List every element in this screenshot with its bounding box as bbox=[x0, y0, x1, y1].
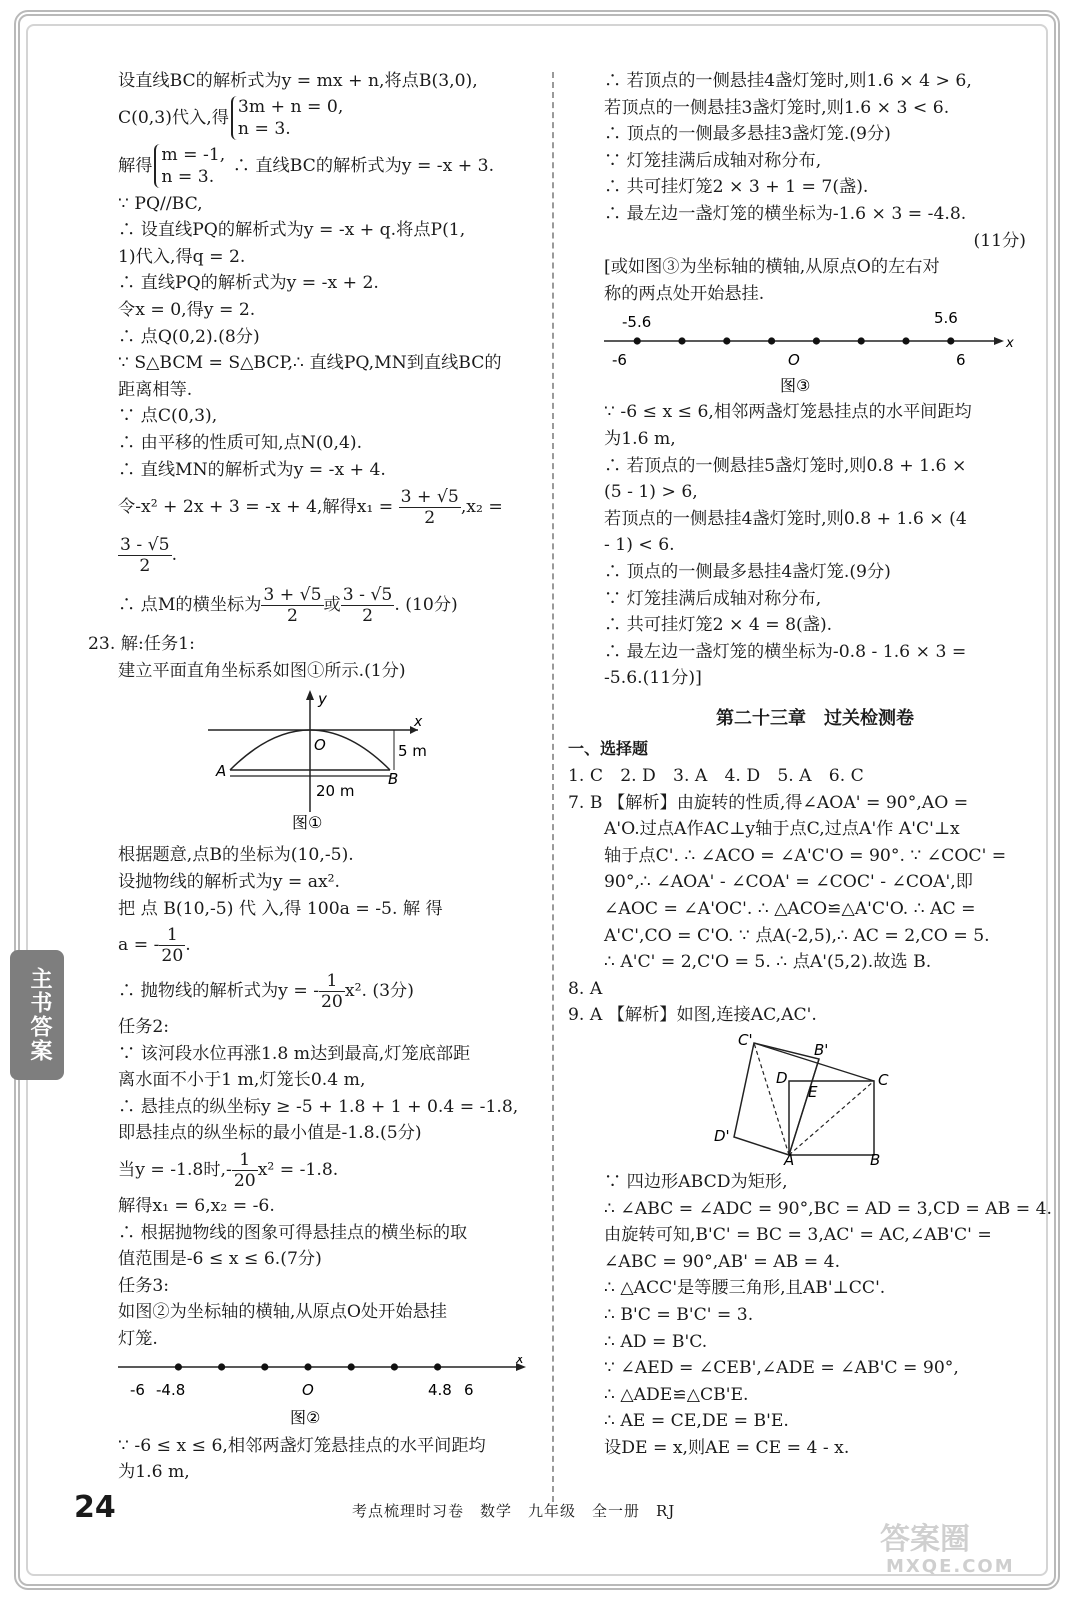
lantern-point bbox=[175, 1363, 182, 1370]
score: (9分) bbox=[849, 124, 891, 145]
text-line bbox=[118, 1147, 538, 1193]
tick-label: 6 bbox=[464, 1380, 474, 1399]
y-label: y bbox=[318, 690, 327, 709]
text-span: 或 bbox=[323, 595, 341, 616]
text-span: 令-x² + 2x + 3 = -x + 4,解得x₁ = bbox=[118, 497, 394, 518]
text-line: 由旋转可知,B'C' = BC = 3,AC' = AC,∠AB'C' = bbox=[604, 1225, 992, 1246]
denominator: 2 bbox=[139, 556, 151, 577]
text-line: ∵ -6 ≤ x ≤ 6,相邻两盏灯笼悬挂点的水平间距均 bbox=[118, 1435, 486, 1456]
figure-2 bbox=[118, 1357, 538, 1429]
text-span: ∴ 顶点的一侧最多悬挂4盏灯笼. bbox=[604, 561, 850, 582]
text-span: x². bbox=[344, 981, 367, 1002]
text-line: ∴ 最左边一盏灯笼的横坐标为-0.8 - 1.6 × 3 = bbox=[604, 641, 967, 662]
lantern-point bbox=[634, 338, 641, 345]
text-line: 设DE = x,则AE = CE = 4 - x. bbox=[604, 1437, 850, 1458]
text-line bbox=[118, 1246, 538, 1273]
figure-caption: 图③ bbox=[780, 376, 811, 396]
text-line bbox=[604, 121, 1026, 148]
text-line: - 1) < 6. bbox=[604, 535, 675, 556]
lantern-point bbox=[218, 1363, 225, 1370]
numerator: 1 bbox=[159, 925, 185, 946]
text-line: ∵ 四边形ABCD为矩形, bbox=[604, 1172, 788, 1192]
label-a: A bbox=[784, 1151, 795, 1165]
fraction bbox=[118, 535, 172, 576]
text-line: ∠ABC = 90°,AB' = AB = 4. bbox=[604, 1251, 841, 1272]
text-line: ∴ AE = CE,DE = B'E. bbox=[604, 1411, 789, 1432]
text-line: 90°,∴ ∠AOA' - ∠COA' = ∠COC' - ∠COA',即 bbox=[604, 872, 973, 893]
text-line: ∴ 共可挂灯笼2 × 4 = 8(盏). bbox=[604, 615, 833, 636]
lantern-point bbox=[723, 338, 730, 345]
text-line: ∴ ∠ABC = ∠ADC = 90°,BC = AD = 3,CD = AB = 4. bbox=[604, 1198, 1053, 1219]
text-line bbox=[118, 141, 538, 191]
page-footer: 考点梳理时习卷 数学 九年级 全一册 RJ bbox=[352, 1502, 676, 1520]
lantern-point bbox=[678, 338, 685, 345]
score: (10分) bbox=[405, 595, 458, 616]
text-line: ∵ S△BCM = S△BCP,∴ 直线PQ,MN到直线BC的 bbox=[118, 353, 502, 374]
lantern-point bbox=[304, 1363, 311, 1370]
text-line: 灯笼. bbox=[118, 1329, 158, 1350]
score: (3分) bbox=[372, 981, 414, 1002]
score: (1分) bbox=[364, 660, 406, 681]
lantern-point bbox=[947, 338, 954, 345]
label-d: D bbox=[776, 1069, 788, 1087]
text-span: . bbox=[171, 545, 178, 566]
tick-label: 6 bbox=[956, 351, 966, 370]
height-label: 5 m bbox=[398, 742, 427, 761]
watermark-url: MXQE.COM bbox=[886, 1556, 1015, 1577]
text-line: ∴ △ACC'是等腰三角形,且AB'⊥CC'. bbox=[604, 1278, 886, 1299]
text-span: 值范围是-6 ≤ x ≤ 6. bbox=[118, 1249, 281, 1270]
text-span: a = - bbox=[118, 935, 160, 956]
text-span: -5.6. bbox=[604, 668, 643, 689]
task-heading: 任务2: bbox=[118, 1017, 170, 1038]
text-line: ∵ 灯笼挂满后成轴对称分布, bbox=[604, 150, 822, 171]
score: (8分) bbox=[218, 326, 260, 347]
page-number: 24 bbox=[74, 1490, 116, 1525]
text-span: . bbox=[394, 595, 400, 616]
text-line bbox=[118, 483, 538, 531]
axis-arrow bbox=[994, 337, 1004, 345]
x-label: x bbox=[1006, 336, 1014, 352]
text-line: 距离相等. bbox=[118, 379, 193, 400]
text-line: 若顶点的一侧悬挂4盏灯笼时,则0.8 + 1.6 × (4 bbox=[604, 508, 967, 529]
text-line: [或如图③为坐标轴的横轴,从原点O的左右对 bbox=[604, 257, 940, 278]
lantern-point bbox=[902, 338, 909, 345]
text-span: ∴ 点Q(0,2). bbox=[118, 326, 219, 347]
text-line: ∴ 直线PQ的解析式为y = -x + 2. bbox=[118, 273, 379, 294]
parabola-diagram bbox=[118, 688, 538, 838]
lantern-point bbox=[858, 338, 865, 345]
text-span: ∴ 直线BC的解析式为y = -x + 3. bbox=[232, 155, 495, 176]
text-span: 即悬挂点的纵坐标的最小值是-1.8. bbox=[118, 1123, 381, 1144]
lantern-point bbox=[434, 1363, 441, 1370]
watermark: 答案圈 bbox=[880, 1522, 970, 1557]
fraction bbox=[341, 585, 395, 626]
text-line: ∠AOC = ∠A'OC'. ∴ △ACO≌△A'C'O. ∴ AC = bbox=[604, 899, 976, 920]
text-line: 离水面不小于1 m,灯笼长0.4 m, bbox=[118, 1070, 366, 1091]
text-line bbox=[118, 579, 538, 631]
point-b-label: B bbox=[388, 770, 399, 789]
point-a-label: A bbox=[216, 762, 227, 781]
fraction bbox=[319, 971, 345, 1012]
width-label: 20 m bbox=[316, 782, 355, 801]
text-line: 1)代入,得q = 2. bbox=[118, 246, 246, 267]
text-line: ∵ 该河段水位再涨1.8 m达到最高,灯笼底部距 bbox=[118, 1043, 471, 1064]
numerator: 3 - √5 bbox=[342, 585, 393, 606]
origin-label: O bbox=[788, 351, 800, 370]
numerator: 3 + √5 bbox=[263, 585, 322, 606]
text-span: ∴ 顶点的一侧最多悬挂3盏灯笼. bbox=[604, 124, 850, 145]
text-line bbox=[118, 531, 538, 579]
equation: n = 3. bbox=[161, 167, 215, 188]
text-line: ∴ 共可挂灯笼2 × 3 + 1 = 7(盏). bbox=[604, 177, 869, 198]
denominator: 2 bbox=[362, 606, 373, 627]
label-e: E bbox=[808, 1083, 818, 1101]
lantern-point bbox=[813, 338, 820, 345]
y-axis-arrow bbox=[306, 690, 314, 700]
tick-label: -4.8 bbox=[156, 1380, 186, 1399]
figure-4 bbox=[604, 1033, 1026, 1165]
numerator: 1 bbox=[232, 1150, 258, 1171]
text-line: ∴ AD = B'C. bbox=[604, 1331, 708, 1352]
text-line: ∴ A'C' = 2,C'O = 5. ∴ 点A'(5,2).故选 B. bbox=[604, 952, 932, 973]
lantern-point bbox=[261, 1363, 268, 1370]
label-b1: B' bbox=[814, 1041, 829, 1059]
text-span: 当y = -1.8时,- bbox=[118, 1160, 232, 1181]
right-column bbox=[568, 68, 1053, 1462]
text-line: A'C',CO = C'O. ∵ 点A(-2,5),∴ AC = 2,CO = 5. bbox=[604, 925, 990, 946]
answer-line: 7. B 【解析】由旋转的性质,得∠AOA' = 90°,AO = bbox=[568, 792, 969, 813]
question-heading: 23. 解:任务1: bbox=[88, 634, 195, 655]
rectangle-rotation-diagram bbox=[604, 1033, 1026, 1165]
score: (9分) bbox=[849, 561, 891, 582]
lantern-point bbox=[348, 1363, 355, 1370]
text-line: 解得x₁ = 6,x₂ = -6. bbox=[118, 1196, 275, 1217]
chapter-title: 第二十三章 过关检测卷 bbox=[716, 707, 914, 729]
denominator: 2 bbox=[287, 606, 298, 627]
tick-label: 4.8 bbox=[428, 1380, 452, 1399]
text-line: ∴ B'C = B'C' = 3. bbox=[604, 1304, 754, 1325]
label-d1: D' bbox=[714, 1127, 730, 1145]
text-span: ∴ 抛物线的解析式为y = - bbox=[118, 981, 319, 1002]
figure-caption: 图① bbox=[292, 813, 323, 833]
answer-line: 9. A 【解析】如图,连接AC,AC'. bbox=[568, 1005, 817, 1026]
text-line: ∴ 最左边一盏灯笼的横坐标为-1.6 × 3 = -4.8. bbox=[604, 203, 967, 224]
text-line: ∵ -6 ≤ x ≤ 6,相邻两盏灯笼悬挂点的水平间距均 bbox=[604, 402, 972, 423]
number-line-2 bbox=[118, 1357, 538, 1429]
equation-system bbox=[231, 96, 343, 140]
tick-label: -6 bbox=[130, 1380, 145, 1399]
answer-line: 1. C 2. D 3. A 4. D 5. A 6. C bbox=[568, 766, 864, 787]
fraction bbox=[159, 925, 185, 966]
text-line bbox=[118, 968, 538, 1014]
text-line: 轴于点C'. ∴ ∠ACO = ∠A'C'O = 90°. ∵ ∠COC' = bbox=[604, 845, 1007, 866]
segment-ab1 bbox=[789, 1059, 819, 1155]
text-line: ∴ △ADE≌△CB'E. bbox=[604, 1384, 749, 1405]
text-line: 设直线BC的解析式为y = mx + n,将点B(3,0), bbox=[118, 71, 478, 91]
text-span: C(0,3)代入,得 bbox=[118, 107, 229, 128]
fraction bbox=[261, 585, 323, 626]
text-line: ∴ 直线MN的解析式为y = -x + 4. bbox=[118, 459, 386, 480]
column-divider bbox=[552, 72, 554, 1502]
numerator: 1 bbox=[319, 971, 345, 992]
text-line bbox=[118, 324, 538, 351]
score: (11分)] bbox=[642, 668, 702, 689]
text-line bbox=[118, 922, 538, 968]
section-heading: 一、选择题 bbox=[568, 739, 649, 759]
label-c: C bbox=[878, 1071, 889, 1089]
x-label: x bbox=[414, 714, 423, 731]
text-span: 解得 bbox=[118, 155, 153, 176]
equation: m = -1, bbox=[161, 145, 226, 166]
text-span: ∴ 点M的横坐标为 bbox=[118, 595, 262, 616]
origin-label: O bbox=[314, 736, 326, 755]
denominator: 2 bbox=[424, 508, 436, 529]
text-span: x² = -1.8. bbox=[257, 1160, 339, 1181]
fraction bbox=[399, 487, 461, 528]
text-span: . bbox=[185, 935, 191, 956]
equation-system bbox=[154, 144, 225, 188]
equation: 3m + n = 0, bbox=[237, 97, 344, 118]
denominator: 20 bbox=[233, 1171, 256, 1192]
lantern-point bbox=[391, 1363, 398, 1370]
text-line: 把 点 B(10,-5) 代 入,得 100a = -5. 解 得 bbox=[118, 898, 443, 919]
tick-label: -5.6 bbox=[622, 313, 652, 332]
lantern-point bbox=[768, 338, 775, 345]
text-line: 根据题意,点B的坐标为(10,-5). bbox=[118, 845, 354, 866]
text-line: 如图②为坐标轴的横轴,从原点O处开始悬挂 bbox=[118, 1302, 447, 1323]
text-line: A'O.过点A作AC⊥y轴于点C,过点A'作 A'C'⊥x bbox=[604, 819, 960, 840]
text-line: ∴ 设直线PQ的解析式为y = -x + q.将点P(1, bbox=[118, 220, 466, 241]
text-line: ∴ 若顶点的一侧悬挂4盏灯笼时,则1.6 × 4 > 6, bbox=[604, 71, 972, 91]
figure-caption: 图② bbox=[290, 1407, 321, 1427]
figure-3 bbox=[604, 311, 1026, 395]
numerator: 3 - √5 bbox=[120, 535, 170, 556]
text-line: 令x = 0,得y = 2. bbox=[118, 299, 256, 320]
text-line: 称的两点处开始悬挂. bbox=[604, 283, 765, 304]
text-span: ,x₂ = bbox=[460, 497, 503, 518]
text-line bbox=[604, 559, 1026, 586]
numerator: 3 + √5 bbox=[400, 487, 459, 508]
text-line: ∵ 点C(0,3), bbox=[118, 406, 218, 427]
text-line: 若顶点的一侧悬挂3盏灯笼时,则1.6 × 3 < 6. bbox=[604, 97, 950, 118]
left-column bbox=[88, 68, 538, 1486]
text-line: ∴ 由平移的性质可知,点N(0,4). bbox=[118, 432, 363, 453]
tick-label: 5.6 bbox=[934, 311, 958, 328]
tick-label: -6 bbox=[612, 351, 627, 370]
equation: n = 3. bbox=[237, 119, 291, 140]
text-line: 设抛物线的解析式为y = ax². bbox=[118, 871, 341, 892]
text-line: 为1.6 m, bbox=[604, 428, 676, 449]
text-line bbox=[118, 95, 538, 141]
side-tab: 主书答案 bbox=[10, 950, 64, 1080]
text-line: ∴ 若顶点的一侧悬挂5盏灯笼时,则0.8 + 1.6 × bbox=[604, 455, 967, 476]
segment-ac bbox=[789, 1081, 874, 1155]
text-span: 建立平面直角坐标系如图①所示. bbox=[118, 660, 365, 681]
text-line bbox=[604, 665, 1026, 692]
text-line: ∴ 悬挂点的纵坐标y ≥ -5 + 1.8 + 1 + 0.4 = -1.8, bbox=[118, 1096, 519, 1117]
answer-line: 8. A bbox=[568, 978, 603, 999]
number-line-3 bbox=[604, 311, 1026, 395]
score: (5分) bbox=[380, 1123, 422, 1144]
segment-ac1 bbox=[754, 1043, 789, 1155]
text-line: ∴ 根据抛物线的图象可得悬挂点的横坐标的取 bbox=[118, 1222, 468, 1243]
origin-label: O bbox=[302, 1380, 314, 1399]
text-line bbox=[118, 1120, 538, 1147]
score: (7分) bbox=[280, 1249, 322, 1270]
text-line bbox=[118, 658, 538, 685]
text-line: ∵ ∠AED = ∠CEB',∠ADE = ∠AB'C = 90°, bbox=[604, 1358, 959, 1379]
label-b: B bbox=[870, 1151, 881, 1165]
text-line: (5 - 1) > 6, bbox=[604, 482, 698, 503]
text-line: ∵ PQ//BC, bbox=[118, 193, 203, 214]
figure-1 bbox=[118, 688, 538, 838]
x-label: x bbox=[516, 1356, 524, 1367]
task-heading: 任务3: bbox=[118, 1275, 170, 1296]
denominator: 20 bbox=[321, 992, 343, 1013]
text-line: ∵ 灯笼挂满后成轴对称分布, bbox=[604, 588, 822, 609]
label-c1: C' bbox=[738, 1033, 753, 1049]
denominator: 20 bbox=[161, 946, 184, 967]
fraction bbox=[232, 1150, 258, 1191]
text-line: 为1.6 m, bbox=[118, 1462, 190, 1483]
score: (11分) bbox=[973, 230, 1026, 251]
